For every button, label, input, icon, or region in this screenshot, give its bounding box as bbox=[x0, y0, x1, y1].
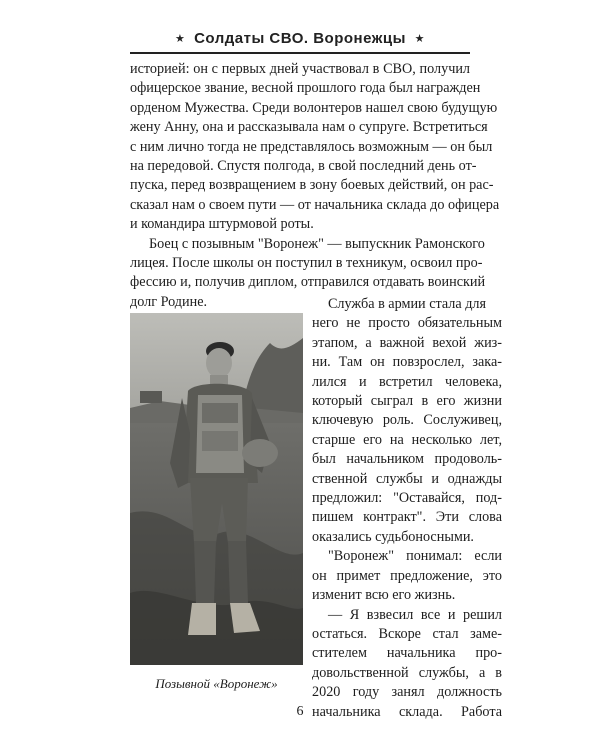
text-line: он примет предложение, это bbox=[312, 567, 502, 584]
text-line: "Воронеж" понимал: если bbox=[328, 548, 502, 565]
text-line: стителем начальника про- bbox=[312, 645, 502, 662]
text-line: был начальником продоволь- bbox=[312, 451, 502, 468]
text-line: ни. Там он повзрослел, зака- bbox=[312, 354, 502, 371]
text-line: долг Родине. bbox=[130, 293, 208, 310]
text-line: лицея. После школы он поступил в техникум, освоил про- bbox=[130, 255, 483, 272]
text-line: фессию и, получив диплом, отправился отдавать воинский bbox=[130, 274, 486, 291]
photo-caption: Позывной «Воронеж» bbox=[155, 676, 278, 691]
text-line: лился и встретил человека, bbox=[312, 373, 502, 390]
text-line: сказал нам о своем пути — от начальника склада до офицера bbox=[130, 196, 500, 213]
text-line: который сыграл в его жизни bbox=[312, 393, 502, 410]
main-text bbox=[130, 60, 500, 312]
star-left-icon: ★ bbox=[175, 33, 186, 45]
soldier-photo bbox=[130, 313, 303, 665]
text-line: оказались судьбоносными. bbox=[312, 528, 474, 545]
text-line: орденом Мужества. Среди волонтеров нашел свою будущую bbox=[130, 99, 498, 116]
text-line: остаться. Вскоре стал заме- bbox=[312, 625, 502, 642]
text-line: на передовой. Спустя полгода, в свой последний день от- bbox=[130, 158, 477, 175]
side-column-text bbox=[312, 295, 502, 722]
text-line: пишем контракт". Эти слова bbox=[312, 509, 502, 526]
text-line: начальника склада. Работа bbox=[312, 703, 502, 720]
text-line: ственной службы и однажды bbox=[312, 470, 502, 487]
paragraph-1 bbox=[130, 60, 500, 235]
page-number: 6 bbox=[296, 704, 304, 719]
text-line: ключевую роль. Сослуживец, bbox=[312, 412, 502, 429]
text-line: Боец с позывным "Воронеж" — выпускник Рамонского bbox=[149, 235, 485, 252]
text-line: пуска, перед возвращением в зону боевых действий, он рас- bbox=[130, 177, 494, 194]
text-line: историей: он с первых дней участвовал в СВО, получил bbox=[130, 61, 470, 77]
text-line: предложил: "Оставайся, под- bbox=[312, 490, 502, 507]
header-title: Солдаты СВО. Воронежцы bbox=[194, 30, 406, 47]
star-right-icon: ★ bbox=[414, 33, 425, 45]
text-line: — Я взвесил все и решил bbox=[328, 606, 502, 623]
text-line: 2020 году занял должность bbox=[312, 684, 502, 701]
text-line: старше его на несколько лет, bbox=[312, 431, 502, 448]
running-header bbox=[130, 30, 470, 47]
text-line: жену Анну, она и рассказывала нам о супруге. Встретиться bbox=[130, 119, 488, 136]
text-line: него не просто обязательным bbox=[312, 315, 502, 332]
text-line: и командира штурмовой роты. bbox=[130, 216, 314, 233]
text-line: офицерское звание, весной прошлого года был награжден bbox=[130, 80, 481, 97]
text-line: этапом, а важной вехой жиз- bbox=[312, 334, 502, 351]
text-line: с ним лично тогда не представлялось возможным — он был bbox=[130, 138, 493, 155]
header-rule bbox=[130, 52, 470, 54]
text-line: изменит всю его жизнь. bbox=[312, 587, 456, 604]
soldier-photo-illustration bbox=[130, 313, 303, 665]
text-line: довольственной службы, а в bbox=[312, 664, 502, 681]
text-line: Служба в армии стала для bbox=[327, 296, 487, 312]
